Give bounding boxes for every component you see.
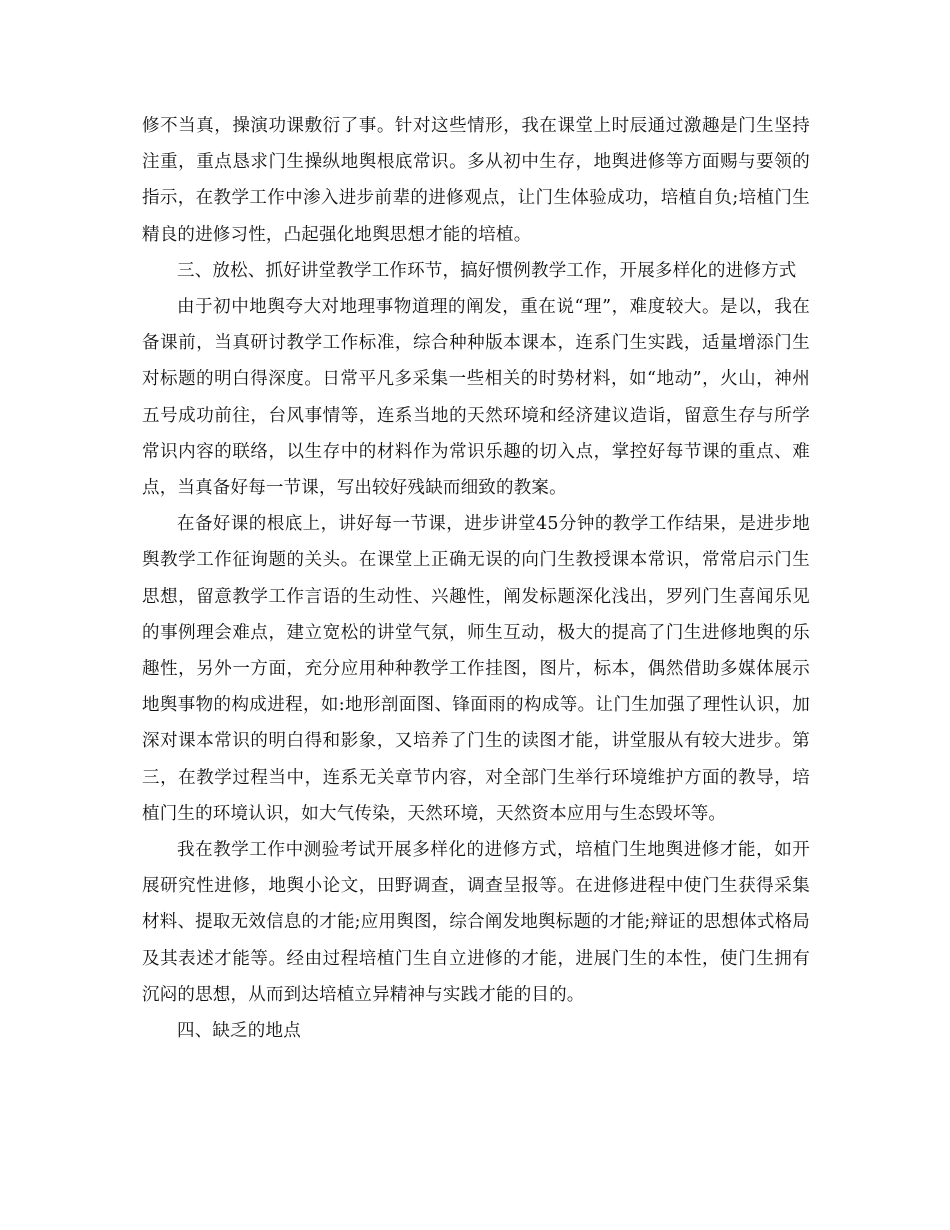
section-heading-4: 四、缺乏的地点 — [177, 1021, 301, 1042]
paragraph-3: 在备好课的根底上，讲好每一节课，进步讲堂45分钟的教学工作结果，是进步地舆教学工作征询题的关头。在课堂上正确无误的向门生教授课本常识，常常启示门生思想，留意教学工作言语的生动性、兴趣性，阐发标题深化浅出，罗列门生喜闻乐见的事例理会难点，建立宽松的讲堂气氛，师生互动，极大的提高了门生进修地舆的乐趣性，另外一方面，充分应用种种教学工作挂图，图片，标本，偶然借助多媒体展示地舆事物的构成进程，如:地形剖面图、锋面雨的构成等。让门生加强了理性认识，加深对课本常识的明白得和影象，又培养了门生的读图才能，讲堂服从有较大进步。第三，在教学过程当中，连系无关章节内容，对全部门生举行环境维护方面的教导，培植门生的环境认识，如大气传染，天然环境，天然资本应用与生态毁坏等。 — [142, 514, 810, 824]
document-page — [142, 108, 810, 1049]
paragraph-4: 我在教学工作中测验考试开展多样化的进修方式，培植门生地舆进修才能，如开展研究性进修，地舆小论文，田野调查，调查呈报等。在进修进程中使门生获得采集材料、提取无效信息的才能;应用舆图，综合阐发地舆标题的才能;辩证的思想体式格局及其表述才能等。经由过程培植门生自立进修的才能，进展门生的本性，使门生拥有沉闷的思想，从而到达培植立异精神与实践才能的目的。 — [142, 840, 810, 1005]
paragraph-2: 由于初中地舆夸大对地理事物道理的阐发，重在说“理”，难度较大。是以，我在备课前，当真研讨教学工作标准，综合种种版本课本，连系门生实践，适量增添门生对标题的明白得深度。日常平凡多采集一些相关的时势材料，如“地动”，火山，神州五号成功前往，台风事情等，连系当地的天然环境和经济建议造诣，留意生存与所学常识内容的联络，以生存中的材料作为常识乐趣的切入点，掌控好每节课的重点、难点，当真备好每一节课，写出较好残缺而细致的教案。 — [142, 297, 810, 499]
section-heading-3: 三、放松、抓好讲堂教学工作环节，搞好惯例教学工作，开展多样化的进修方式 — [177, 260, 797, 281]
paragraph-1: 修不当真，操演功课敷衍了事。针对这些情形，我在课堂上时辰通过激趣是门生坚持注重，重点恳求门生操纵地舆根底常识。多从初中生存，地舆进修等方面赐与要领的指示，在教学工作中渗入进步前辈的进修观点，让门生体验成功，培植自负;培植门生精良的进修习性，凸起强化地舆思想才能的培植。 — [142, 116, 810, 245]
